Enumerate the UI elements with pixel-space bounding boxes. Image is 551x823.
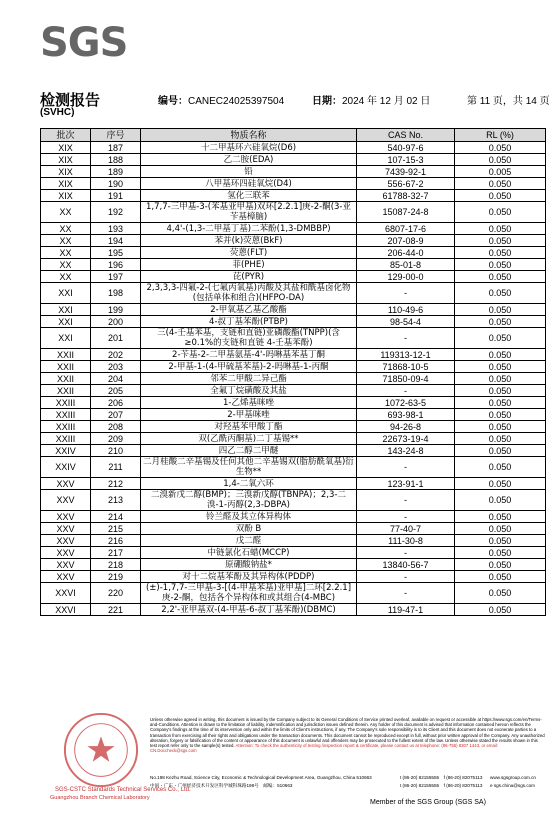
row-cas: 6807-17-6 — [357, 223, 455, 235]
row-name: 中链氯化石蜡(MCCP) — [141, 547, 357, 559]
row-no: 192 — [91, 202, 141, 223]
row-cas: - — [357, 490, 455, 511]
row-rl: 0.050 — [455, 583, 546, 604]
col-batch: 批次 — [41, 129, 91, 142]
attention-text: Attention: To check the authenticity of testing /inspection report & certificate, please contact us at telephone: (86-755) 8307 1443, or email: CN.Doccheck@sgs.com — [150, 743, 498, 754]
row-batch: XX — [41, 202, 91, 223]
row-rl: 0.050 — [455, 511, 546, 523]
row-name: 4-叔丁基苯酚(PTBP) — [141, 316, 357, 328]
row-no: 209 — [91, 433, 141, 445]
row-batch: XIX — [41, 154, 91, 166]
row-name: 双(乙酰丙酮基)二丁基锡** — [141, 433, 357, 445]
row-rl: 0.050 — [455, 604, 546, 616]
row-no: 211 — [91, 457, 141, 478]
row-batch: XIX — [41, 178, 91, 190]
row-name: 1-乙烯基咪唑 — [141, 397, 357, 409]
row-no: 220 — [91, 583, 141, 604]
row-rl: 0.050 — [455, 433, 546, 445]
row-batch: XXIV — [41, 445, 91, 457]
row-name: 2-甲氧基乙基乙酸酯 — [141, 304, 357, 316]
report-date-label: 日期： — [312, 96, 342, 107]
footer — [40, 707, 545, 823]
row-name: 戊二醛 — [141, 535, 357, 547]
row-name: 四乙二醇二甲醚 — [141, 445, 357, 457]
col-no: 序号 — [91, 129, 141, 142]
row-rl: 0.050 — [455, 235, 546, 247]
row-no: 214 — [91, 511, 141, 523]
tel-cn: t (86-20) 82155555 f (86-20) 82075113 — [400, 783, 483, 788]
col-cas: CAS No. — [357, 129, 455, 142]
row-no: 208 — [91, 421, 141, 433]
row-rl: 0.050 — [455, 457, 546, 478]
row-cas: - — [357, 571, 455, 583]
row-rl: 0.050 — [455, 154, 546, 166]
table-row — [41, 202, 546, 223]
address-cn: 中国・广东・广州经济技术开发区科学城科珠路198号 邮编：510663 — [150, 783, 293, 788]
row-cas: - — [357, 328, 455, 349]
row-name: 三(4-壬基苯基，支链和直链)亚磷酸酯(TNPP)(含≥0.1%的支链和直链 4-壬基苯酚) — [141, 328, 357, 349]
table-row — [41, 490, 546, 511]
row-batch: XXV — [41, 559, 91, 571]
row-cas: 123-91-1 — [357, 478, 455, 490]
disclaimer — [150, 717, 545, 753]
stamp-line-1: SGS-CSTC Standards Technical Services Co., Ltd. — [55, 787, 191, 793]
row-name: 十二甲基环六硅氧烷(D6) — [141, 142, 357, 154]
col-name: 物质名称 — [141, 129, 357, 142]
table-row — [41, 511, 546, 523]
table-row — [41, 271, 546, 283]
row-cas: 71850-09-4 — [357, 373, 455, 385]
row-rl: 0.050 — [455, 190, 546, 202]
row-name: 铃兰醛及其立体异构体 — [141, 511, 357, 523]
row-no: 205 — [91, 385, 141, 397]
table-row — [41, 397, 546, 409]
row-batch: XXVI — [41, 604, 91, 616]
row-cas: 143-24-8 — [357, 445, 455, 457]
row-name: 二月桂酸二辛基锡及任何其他二辛基锡双(脂肪酰氧基)衍生物** — [141, 457, 357, 478]
row-no: 202 — [91, 349, 141, 361]
row-no: 201 — [91, 328, 141, 349]
row-cas: 693-98-1 — [357, 409, 455, 421]
report-date — [312, 92, 430, 107]
row-rl: 0.050 — [455, 523, 546, 535]
table-row — [41, 304, 546, 316]
row-name: (±)-1,7,7-三甲基-3-[(4-甲基苯基)亚甲基]二环[2.2.1]庚-2-酮，包括各个异构体和或其组合(4-MBC) — [141, 583, 357, 604]
row-cas: - — [357, 385, 455, 397]
row-batch: XX — [41, 271, 91, 283]
row-batch: XIX — [41, 142, 91, 154]
row-rl: 0.050 — [455, 202, 546, 223]
row-cas: 119313-12-1 — [357, 349, 455, 361]
table-row — [41, 223, 546, 235]
row-no: 200 — [91, 316, 141, 328]
row-no: 193 — [91, 223, 141, 235]
row-name: 乙二胺(EDA) — [141, 154, 357, 166]
row-batch: XXIV — [41, 457, 91, 478]
row-rl: 0.050 — [455, 445, 546, 457]
row-rl: 0.050 — [455, 223, 546, 235]
row-name: 二溴新戊二醇(BMP)；三溴新戊醇(TBNPA)；2,3-二溴-1-丙醇(2,3-DBPA) — [141, 490, 357, 511]
web-en: www.sgsgroup.com.cn — [490, 775, 536, 780]
report-number-label: 编号： — [158, 96, 188, 107]
row-batch: XXIII — [41, 421, 91, 433]
row-name: 2-甲基咪唑 — [141, 409, 357, 421]
row-cas: 206-44-0 — [357, 247, 455, 259]
report-number — [158, 92, 284, 107]
row-name: 2,3,3,3-四氟-2-(七氟丙氧基)丙酸及其盐和酰基卤化物(包括单体和组合)(HFPO-DA) — [141, 283, 357, 304]
row-rl: 0.050 — [455, 328, 546, 349]
table-row — [41, 535, 546, 547]
row-no: 215 — [91, 523, 141, 535]
row-name: 双酚 B — [141, 523, 357, 535]
row-cas: 71868-10-5 — [357, 361, 455, 373]
row-rl: 0.050 — [455, 142, 546, 154]
row-batch: XXI — [41, 304, 91, 316]
row-rl: 0.050 — [455, 559, 546, 571]
row-batch: XX — [41, 259, 91, 271]
row-cas: 119-47-1 — [357, 604, 455, 616]
row-batch: XXII — [41, 349, 91, 361]
table-row — [41, 385, 546, 397]
row-no: 221 — [91, 604, 141, 616]
row-batch: XIX — [41, 190, 91, 202]
row-name: 邻苯二甲酸二异己酯 — [141, 373, 357, 385]
row-cas: 77-40-7 — [357, 523, 455, 535]
row-name: 1,4-二氧六环 — [141, 478, 357, 490]
row-rl: 0.050 — [455, 409, 546, 421]
row-batch: XXV — [41, 535, 91, 547]
row-batch: XXIII — [41, 409, 91, 421]
row-no: 190 — [91, 178, 141, 190]
row-no: 199 — [91, 304, 141, 316]
row-no: 189 — [91, 166, 141, 178]
row-rl: 0.050 — [455, 361, 546, 373]
row-rl: 0.050 — [455, 247, 546, 259]
report-subtitle: (SVHC) — [40, 107, 75, 118]
row-cas: - — [357, 583, 455, 604]
row-batch: XIX — [41, 166, 91, 178]
row-cas: 207-08-9 — [357, 235, 455, 247]
row-name: 菲(PHE) — [141, 259, 357, 271]
row-batch: XXV — [41, 490, 91, 511]
table-row — [41, 154, 546, 166]
row-name: 原硼酸钠盐* — [141, 559, 357, 571]
row-batch: XXI — [41, 328, 91, 349]
row-cas: 107-15-3 — [357, 154, 455, 166]
row-cas: 98-54-4 — [357, 316, 455, 328]
row-rl: 0.050 — [455, 304, 546, 316]
row-cas: 110-49-6 — [357, 304, 455, 316]
row-name: 2,2'-亚甲基双-(4-甲基-6-叔丁基苯酚)(DBMC) — [141, 604, 357, 616]
table-row — [41, 235, 546, 247]
row-no: 187 — [91, 142, 141, 154]
row-batch: XXIII — [41, 397, 91, 409]
row-cas: 129-00-0 — [357, 271, 455, 283]
row-name: 4,4'-(1,3-二甲基丁基)二苯酚(1,3-DMBBP) — [141, 223, 357, 235]
table-row — [41, 433, 546, 445]
row-name: 铅 — [141, 166, 357, 178]
row-no: 216 — [91, 535, 141, 547]
row-rl: 0.050 — [455, 490, 546, 511]
row-name: 全氟丁烷磺酸及其盐 — [141, 385, 357, 397]
table-row — [41, 604, 546, 616]
table-row — [41, 316, 546, 328]
row-cas: 7439-92-1 — [357, 166, 455, 178]
row-name: 1,7,7-三甲基-3-(苯基亚甲基)双环[2.2.1]庚-2-酮(3-亚苄基樟脑) — [141, 202, 357, 223]
table-row — [41, 559, 546, 571]
row-no: 195 — [91, 247, 141, 259]
row-cas: 111-30-8 — [357, 535, 455, 547]
row-rl: 0.050 — [455, 271, 546, 283]
row-batch: XXII — [41, 373, 91, 385]
row-cas: 556-67-2 — [357, 178, 455, 190]
row-rl: 0.050 — [455, 178, 546, 190]
row-cas: 61788-32-7 — [357, 190, 455, 202]
row-rl: 0.050 — [455, 421, 546, 433]
row-no: 188 — [91, 154, 141, 166]
row-no: 212 — [91, 478, 141, 490]
row-batch: XXI — [41, 283, 91, 304]
table-row — [41, 361, 546, 373]
row-name: 对羟基苯甲酸丁酯 — [141, 421, 357, 433]
row-cas: 13840-56-7 — [357, 559, 455, 571]
row-rl: 0.050 — [455, 283, 546, 304]
table-row — [41, 190, 546, 202]
row-rl: 0.050 — [455, 316, 546, 328]
row-no: 191 — [91, 190, 141, 202]
row-name: 2-苄基-2-二甲基氨基-4'-吗啉基苯基丁酮 — [141, 349, 357, 361]
row-cas: 15087-24-8 — [357, 202, 455, 223]
member-note: Member of the SGS Group (SGS SA) — [370, 799, 486, 806]
table-row — [41, 478, 546, 490]
row-rl: 0.005 — [455, 166, 546, 178]
row-batch: XXV — [41, 511, 91, 523]
row-cas: - — [357, 457, 455, 478]
row-name: 对十二烷基苯酚及其异构体(PDDP) — [141, 571, 357, 583]
table-body — [41, 142, 546, 616]
row-name: 2-甲基-1-(4-甲硫基苯基)-2-吗啉基-1-丙酮 — [141, 361, 357, 373]
row-name: 荧蒽(FLT) — [141, 247, 357, 259]
svhc-table — [40, 128, 546, 616]
table-row — [41, 349, 546, 361]
row-name: 氢化三联苯 — [141, 190, 357, 202]
stamp-line-2: Guangzhou Branch Chemical Laboratory — [50, 795, 150, 801]
row-rl: 0.050 — [455, 259, 546, 271]
row-rl: 0.050 — [455, 571, 546, 583]
row-batch: XXVI — [41, 583, 91, 604]
row-batch: XX — [41, 235, 91, 247]
table-row — [41, 421, 546, 433]
row-cas: - — [357, 547, 455, 559]
row-no: 198 — [91, 283, 141, 304]
row-rl: 0.050 — [455, 397, 546, 409]
row-rl: 0.050 — [455, 349, 546, 361]
row-batch: XXV — [41, 571, 91, 583]
page-indicator: 第 11 页，共 14 页 — [467, 96, 550, 107]
row-batch: XXIII — [41, 433, 91, 445]
table-row — [41, 247, 546, 259]
row-name: 芘(PYR) — [141, 271, 357, 283]
row-rl: 0.050 — [455, 385, 546, 397]
row-batch: XXI — [41, 316, 91, 328]
row-cas: 94-26-8 — [357, 421, 455, 433]
table-row — [41, 445, 546, 457]
row-no: 217 — [91, 547, 141, 559]
table-row — [41, 409, 546, 421]
row-cas: 1072-63-5 — [357, 397, 455, 409]
row-rl: 0.050 — [455, 535, 546, 547]
table-row — [41, 259, 546, 271]
report-title: 检测报告 — [40, 92, 101, 109]
row-no: 210 — [91, 445, 141, 457]
table-row — [41, 283, 546, 304]
row-cas: - — [357, 283, 455, 304]
row-no: 203 — [91, 361, 141, 373]
inspection-seal — [62, 711, 140, 789]
tel-en: t (86-20) 82155555 f (86-20) 82075113 — [400, 775, 483, 780]
row-batch: XXII — [41, 361, 91, 373]
row-rl: 0.050 — [455, 373, 546, 385]
row-cas: 85-01-8 — [357, 259, 455, 271]
row-batch: XXV — [41, 478, 91, 490]
row-no: 219 — [91, 571, 141, 583]
table-header-row — [41, 129, 546, 142]
table-row — [41, 373, 546, 385]
row-cas: - — [357, 511, 455, 523]
row-cas: 22673-19-4 — [357, 433, 455, 445]
row-batch: XXV — [41, 547, 91, 559]
row-rl: 0.050 — [455, 547, 546, 559]
report-date-value: 2024 年 12 月 02 日 — [342, 96, 431, 107]
report-number-value: CANEC24025397504 — [188, 96, 285, 107]
row-name: 苯并(k)荧蒽(BkF) — [141, 235, 357, 247]
row-no: 207 — [91, 409, 141, 421]
table-row — [41, 547, 546, 559]
table-row — [41, 328, 546, 349]
row-no: 218 — [91, 559, 141, 571]
row-batch: XXV — [41, 523, 91, 535]
address-en: No.198 Kezhu Road, Science City, Economic & Technological Development Area, Guangzhou, China 510663 — [150, 775, 372, 780]
row-rl: 0.050 — [455, 478, 546, 490]
row-no: 197 — [91, 271, 141, 283]
row-name: 八甲基环四硅氧烷(D4) — [141, 178, 357, 190]
table-row — [41, 166, 546, 178]
web-cn: e sgs.china@sgs.com — [490, 783, 536, 788]
table-row — [41, 583, 546, 604]
sgs-logo: SGS — [40, 20, 128, 66]
row-batch: XX — [41, 223, 91, 235]
row-batch: XXII — [41, 385, 91, 397]
row-no: 204 — [91, 373, 141, 385]
disclaimer-text: Unless otherwise agreed in writing, this document is issued by the Company subject to its General Conditions of Service printed overleaf, available on request or accessible at https://www.sgs.com/en/Terms-and-Conditions. Attention is drawn to the limitation of liability, indemnification and jurisdiction issues defined therein. Any holder of this document is advised that information contained hereon reflects the Company's findings at the time of its intervention only and within the limits of Client's instructions, if any. The Company's sole responsibility is to its Client and this document does not exonerate parties to a transaction from exercising all their rights and obligations under the transaction documents. This document cannot be reproduced except in full, without prior written approval of the Company. Any unauthorized alteration, forgery or falsification of the content or appearance of this document is unlawful and offenders may be prosecuted to the fullest extent of the law. Unless otherwise stated the results shown in this test report refer only to the sample(s) tested. — [150, 717, 545, 749]
row-no: 194 — [91, 235, 141, 247]
table-row — [41, 571, 546, 583]
table-row — [41, 178, 546, 190]
col-rl: RL (%) — [455, 129, 546, 142]
table-row — [41, 457, 546, 478]
row-cas: 540-97-6 — [357, 142, 455, 154]
table-row — [41, 523, 546, 535]
row-no: 206 — [91, 397, 141, 409]
row-batch: XX — [41, 247, 91, 259]
table-row — [41, 142, 546, 154]
row-no: 196 — [91, 259, 141, 271]
row-no: 213 — [91, 490, 141, 511]
